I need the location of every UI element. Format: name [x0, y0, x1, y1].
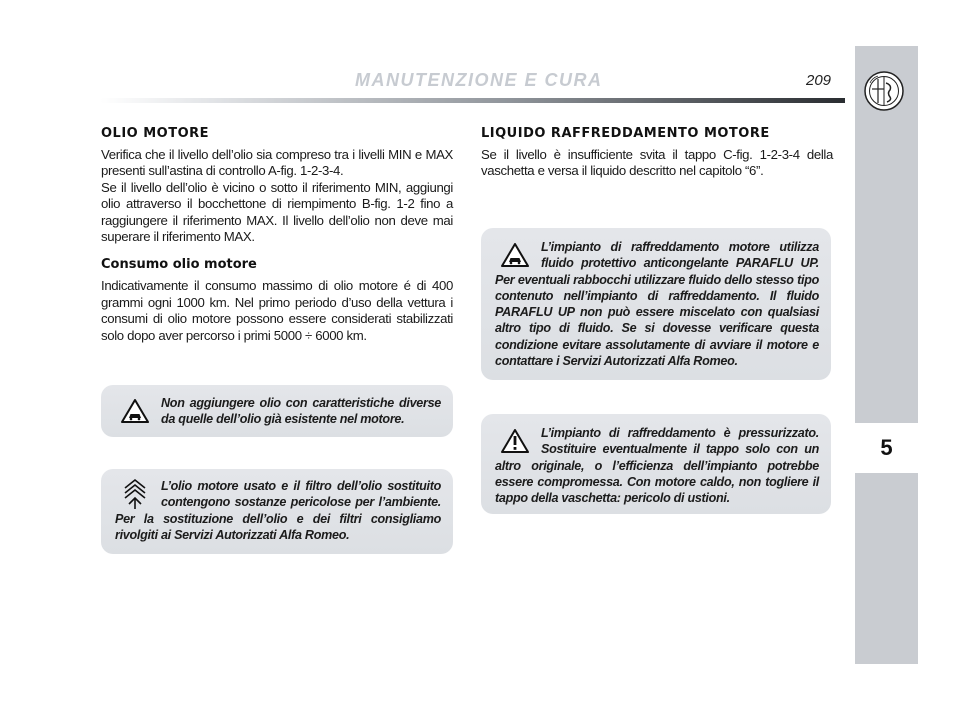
chapter-side-tab [855, 46, 918, 664]
warning-danger-icon [495, 425, 535, 457]
page-number: 209 [806, 72, 832, 89]
note-box [101, 385, 453, 437]
note-text: Non aggiungere olio con caratteristiche diverse da quelle dell’olio già esistente nel motore. [161, 396, 441, 427]
header-rule [100, 98, 845, 103]
note-box [101, 469, 453, 554]
section-heading: LIQUIDO RAFFREDDAMENTO MOTORE [481, 126, 770, 141]
paragraph: Se il livello è insufficiente svita il tappo C-fig. 1-2-3-4 della vaschetta e versa il liquido descritto nel capitolo “6”. [481, 147, 833, 179]
note-box [481, 414, 831, 514]
alfa-romeo-logo-icon [864, 71, 904, 111]
warning-car-damage-icon [115, 395, 155, 427]
paragraph: Verifica che il livello dell’olio sia compreso tra i livelli MIN e MAX presenti sull’astina di controllo A-fig. 1-2-3-4. [101, 147, 453, 179]
paragraph: Indicativamente il consumo massimo di olio motore é di 400 grammi ogni 1000 km. Nel primo periodo d’uso della vettura i consumi di olio motore possono essere considerati stabilizzati solo dopo aver percorso i primi 5000 ÷ 6000 km. [101, 278, 453, 343]
chapter-header-title: MANUTENZIONE E CURA [355, 70, 603, 90]
note-text: L’impianto di raffreddamento è pressurizzato. Sostituire eventualmente il tappo solo con un altro originale, o l’efficienza dell’impianto potrebbe essere compromessa. Con motore caldo, non togliere il tappo della vaschetta: pericolo di ustioni. [495, 426, 819, 506]
subsection-heading: Consumo olio motore [101, 257, 257, 273]
warning-car-damage-icon [495, 239, 535, 271]
chapter-number: 5 [855, 423, 918, 473]
environment-icon [115, 478, 155, 510]
note-text: L’impianto di raffreddamento motore utilizza fluido protettivo anticongelante PARAFLU UP. Per eventuali rabbocchi utilizzare fluido dello stesso tipo contenuto nell’impianto di raffreddamento. Il fluido PARAFLU UP non può essere miscelato con qualsiasi altro tipo di fluido. Se si dovesse verificare questa condizione evitare assolutamente di avviare il motore e contattare i Servizi Autorizzati Alfa Romeo. [495, 240, 819, 369]
paragraph: Se il livello dell’olio è vicino o sotto il riferimento MIN, aggiungi olio attraverso il bocchettone di riempimento B-fig. 1-2 fino a raggiungere il riferimento MAX. Il livello dell’olio non deve mai superare il riferimento MAX. [101, 179, 453, 245]
section-heading: OLIO MOTORE [101, 126, 210, 141]
note-text: L’olio motore usato e il filtro dell’olio sostituito contengono sostanze pericolose per l’ambiente. Per la sostituzione dell’olio e dei filtri consigliamo rivolgiti ai Servizi Autorizzati Alfa Romeo. [115, 479, 441, 542]
left-column [101, 126, 453, 344]
right-column [481, 126, 833, 180]
note-box [481, 228, 831, 380]
